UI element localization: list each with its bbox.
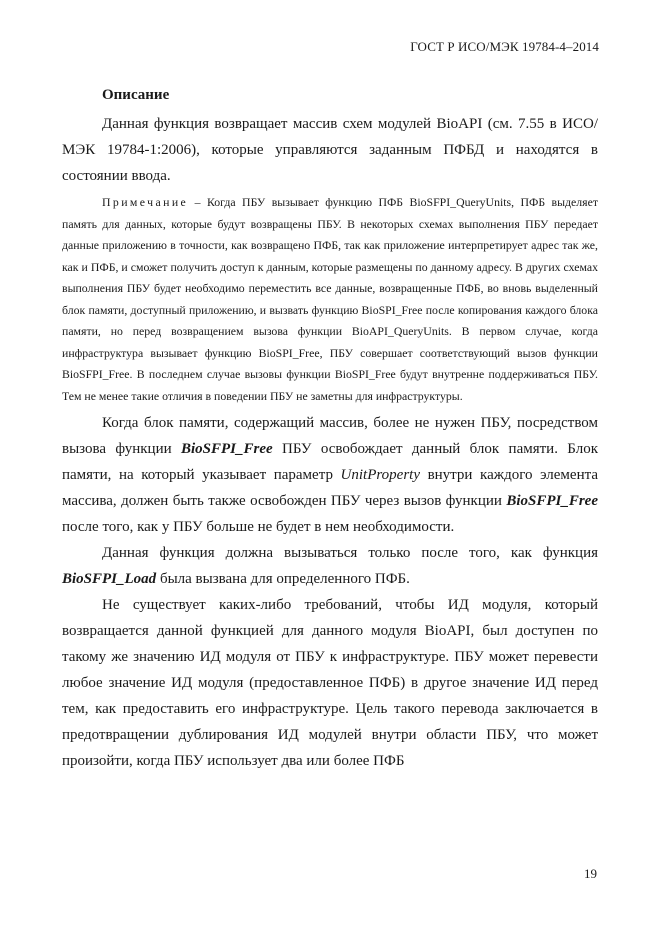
text-run: была вызвана для определенного ПФБ. — [156, 571, 410, 587]
parameter-name: UnitProperty — [340, 467, 420, 483]
text-run: ПБУ освобождает данный блок памяти. Блок памяти, на который указывает параметр — [62, 441, 598, 483]
text-run: Данная функция должна вызываться только после того, как функция — [102, 545, 598, 561]
text-run: внутри каждого элемента массива, должен быть также освобожден ПБУ через вызов функции — [62, 467, 598, 509]
paragraph-description: Данная функция возвращает массив схем модулей BioAPI (см. 7.55 в ИСО/МЭК 19784-1:2006), которые управляются заданным ПФБД и находятся в состоянии ввода. — [62, 116, 598, 184]
section-heading: Описание — [102, 87, 170, 103]
note-text: – Когда ПБУ вызывает функцию ПФБ BioSFPI_QueryUnits, ПФБ выделяет память для данных, которые будут возвращены ПБУ. В некоторых схемах выполнения ПБУ передает данные приложению в точности, как возвращено ПФБ, так как приложение интерпретирует адрес так же, как и ПФБ, и сможет получить доступ к данным, которые размещены по данному адресу. В других схемах выполнения ПБУ будет необходимо переместить все данные, возвращенные ПФБ, во вновь выделенный блок памяти, доступный приложению, и вызвать функцию BioSPI_Free после копирования каждого блока памяти, но перед возвращением вызова функции BioAPI_QueryUnits. В первом случае, когда инфраструктура вызывает функцию BioSPI_Free, ПБУ совершает соответствующий вызов функции BioSFPI_Free. В последнем случае вызовы функции BioSPI_Free будут внутренне поддерживаться ПБУ. Тем не менее такие отличия в поведении ПБУ не заметны для инфраструктуры. — [62, 195, 598, 403]
text-run: Когда блок памяти, содержащий массив, более не нужен ПБУ, посредством вызова функции — [62, 415, 598, 457]
paragraph-call-order — [62, 540, 598, 592]
note-label: Примечание — [102, 195, 189, 209]
page-body — [62, 84, 598, 774]
note-paragraph — [62, 192, 598, 407]
paragraph-memory-release — [62, 410, 598, 540]
paragraph-unit-id: Не существует каких-либо требований, чтобы ИД модуля, который возвращается данной функцией для данного модуля BioAPI, был доступен по такому же значению ИД модуля от ПБУ к инфраструктуре. ПБУ может перевести любое значение ИД модуля (предоставленное ПФБ) в другое значение ИД перед тем, как предоставить его инфраструктуре. Цель такого перевода заключается в предотвращении дублирования ИД модулей внутри области ПБУ, что может произойти, когда ПБУ использует два или более ПФБ — [62, 597, 598, 769]
function-name: BioSFPI_Free — [506, 493, 598, 509]
function-name: BioSFPI_Free — [180, 441, 273, 457]
document-header: ГОСТ Р ИСО/МЭК 19784-4–2014 — [410, 39, 599, 54]
function-name: BioSFPI_Load — [62, 571, 157, 587]
page-number: 19 — [584, 866, 597, 881]
text-run: после того, как у ПБУ больше не будет в нем необходимости. — [62, 519, 455, 535]
